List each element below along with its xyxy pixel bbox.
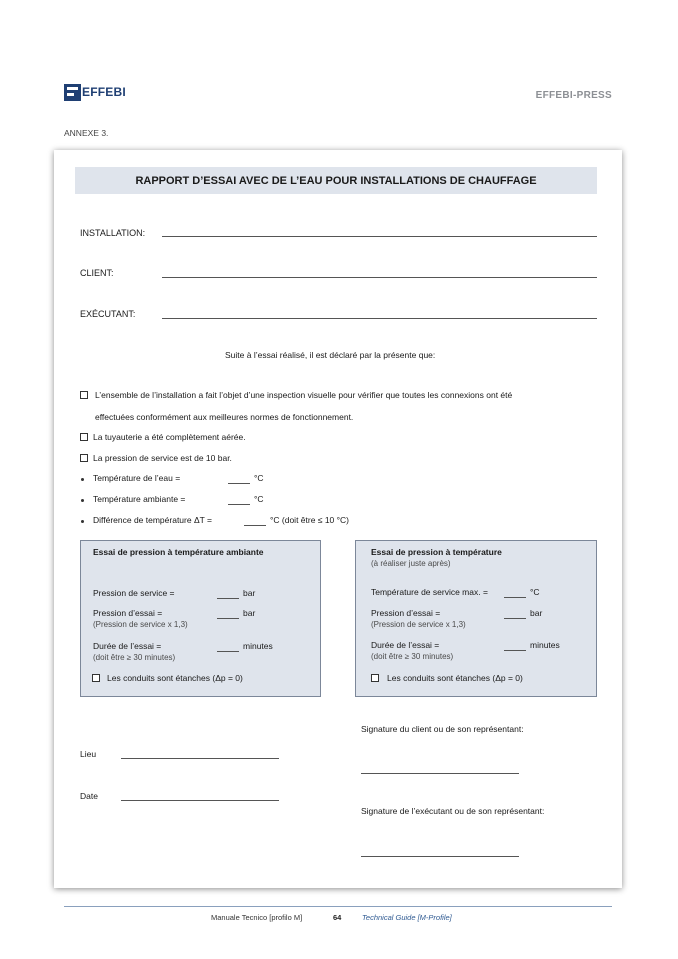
test-duration-blank[interactable]	[217, 651, 239, 652]
page-number: 64	[333, 913, 342, 922]
water-temp-blank[interactable]	[228, 483, 250, 484]
test-duration-note: (doit être ≥ 30 minutes)	[93, 653, 176, 662]
service-pressure-blank[interactable]	[217, 598, 239, 599]
hot-sealed-text: Les conduits sont étanches (Δp = 0)	[387, 673, 523, 683]
installation-line[interactable]	[162, 236, 597, 237]
hot-test-subtitle: (à réaliser juste après)	[371, 559, 451, 568]
hot-test-pressure-blank[interactable]	[504, 618, 526, 619]
test-duration-unit: minutes	[243, 641, 273, 651]
aeration-text: La tuyauterie a été complètement aérée.	[93, 432, 246, 442]
effebi-logo-icon	[64, 84, 81, 101]
place-line[interactable]	[121, 758, 279, 759]
temp-diff-blank[interactable]	[244, 525, 266, 526]
max-temp-blank[interactable]	[504, 597, 526, 598]
hot-test-title: Essai de pression à température	[371, 547, 502, 557]
installation-label: INSTALLATION:	[80, 228, 146, 238]
bullet-icon	[81, 478, 84, 481]
hot-test-duration-unit: minutes	[530, 640, 560, 650]
pressure-checkbox[interactable]	[80, 454, 88, 462]
ambient-temp-label: Température ambiante =	[93, 494, 186, 504]
test-pressure-note: (Pression de service x 1,3)	[93, 620, 188, 629]
hot-test-duration-blank[interactable]	[504, 650, 526, 651]
footer-right: Technical Guide [M-Profile]	[362, 913, 452, 922]
form-title: RAPPORT D’ESSAI AVEC DE L’EAU POUR INSTALLATIONS DE CHAUFFAGE	[75, 167, 597, 194]
executant-signature-line[interactable]	[361, 856, 519, 857]
sealed-text: Les conduits sont étanches (Δp = 0)	[107, 673, 243, 683]
water-temp-label: Température de l’eau =	[93, 473, 181, 483]
aeration-checkbox[interactable]	[80, 433, 88, 441]
pressure-text: La pression de service est de 10 bar.	[93, 453, 232, 463]
client-line[interactable]	[162, 277, 597, 278]
executant-signature-label: Signature de l’exécutant ou de son représentant:	[361, 806, 545, 816]
water-temp-unit: °C	[254, 473, 264, 483]
date-line[interactable]	[121, 800, 279, 801]
brand-name: EFFEBI-PRESS	[535, 90, 612, 101]
temp-diff-label: Différence de température ΔT =	[93, 515, 212, 525]
test-duration-label: Durée de l’essai =	[93, 641, 162, 651]
hot-test-duration-note: (doit être ≥ 30 minutes)	[371, 652, 454, 661]
client-signature-line[interactable]	[361, 773, 519, 774]
place-label: Lieu	[80, 749, 97, 759]
test-pressure-label: Pression d’essai =	[93, 608, 163, 618]
service-pressure-label: Pression de service =	[93, 588, 175, 598]
ambient-temp-unit: °C	[254, 494, 264, 504]
date-label: Date	[80, 791, 98, 801]
footer-divider	[64, 906, 612, 907]
hot-sealed-checkbox[interactable]	[371, 674, 379, 682]
bullet-icon	[81, 499, 84, 502]
ambient-temp-blank[interactable]	[228, 504, 250, 505]
sealed-checkbox[interactable]	[92, 674, 100, 682]
bullet-icon	[81, 520, 84, 523]
client-signature-label: Signature du client ou de son représentant:	[361, 724, 524, 734]
executant-line[interactable]	[162, 318, 597, 319]
hot-test-pressure-label: Pression d’essai =	[371, 608, 441, 618]
ambient-test-title: Essai de pression à température ambiante	[93, 547, 264, 557]
annex-label: ANNEXE 3.	[64, 128, 109, 138]
declaration-text: Suite à l’essai réalisé, il est déclaré par la présente que:	[225, 350, 436, 360]
footer-left: Manuale Tecnico [profilo M]	[211, 913, 303, 922]
max-temp-unit: °C	[530, 587, 540, 597]
client-label: CLIENT:	[80, 268, 114, 278]
inspection-text-1: L’ensemble de l’installation a fait l’objet d’une inspection visuelle pour vérifier que toutes les connexions ont été	[95, 390, 513, 400]
logo-text: EFFEBI	[82, 85, 126, 99]
effebi-logo	[64, 82, 126, 102]
max-temp-label: Température de service max. =	[371, 587, 488, 597]
hot-test-pressure-unit: bar	[530, 608, 543, 618]
inspection-checkbox[interactable]	[80, 391, 88, 399]
hot-test-pressure-note: (Pression de service x 1,3)	[371, 620, 466, 629]
test-pressure-blank[interactable]	[217, 618, 239, 619]
hot-test-duration-label: Durée de l’essai =	[371, 640, 440, 650]
service-pressure-unit: bar	[243, 588, 256, 598]
test-pressure-unit: bar	[243, 608, 256, 618]
inspection-text-2: effectuées conformément aux meilleures normes de fonctionnement.	[95, 412, 354, 422]
executant-label: EXÉCUTANT:	[80, 309, 136, 319]
temp-diff-unit: °C (doit être ≤ 10 °C)	[270, 515, 350, 525]
